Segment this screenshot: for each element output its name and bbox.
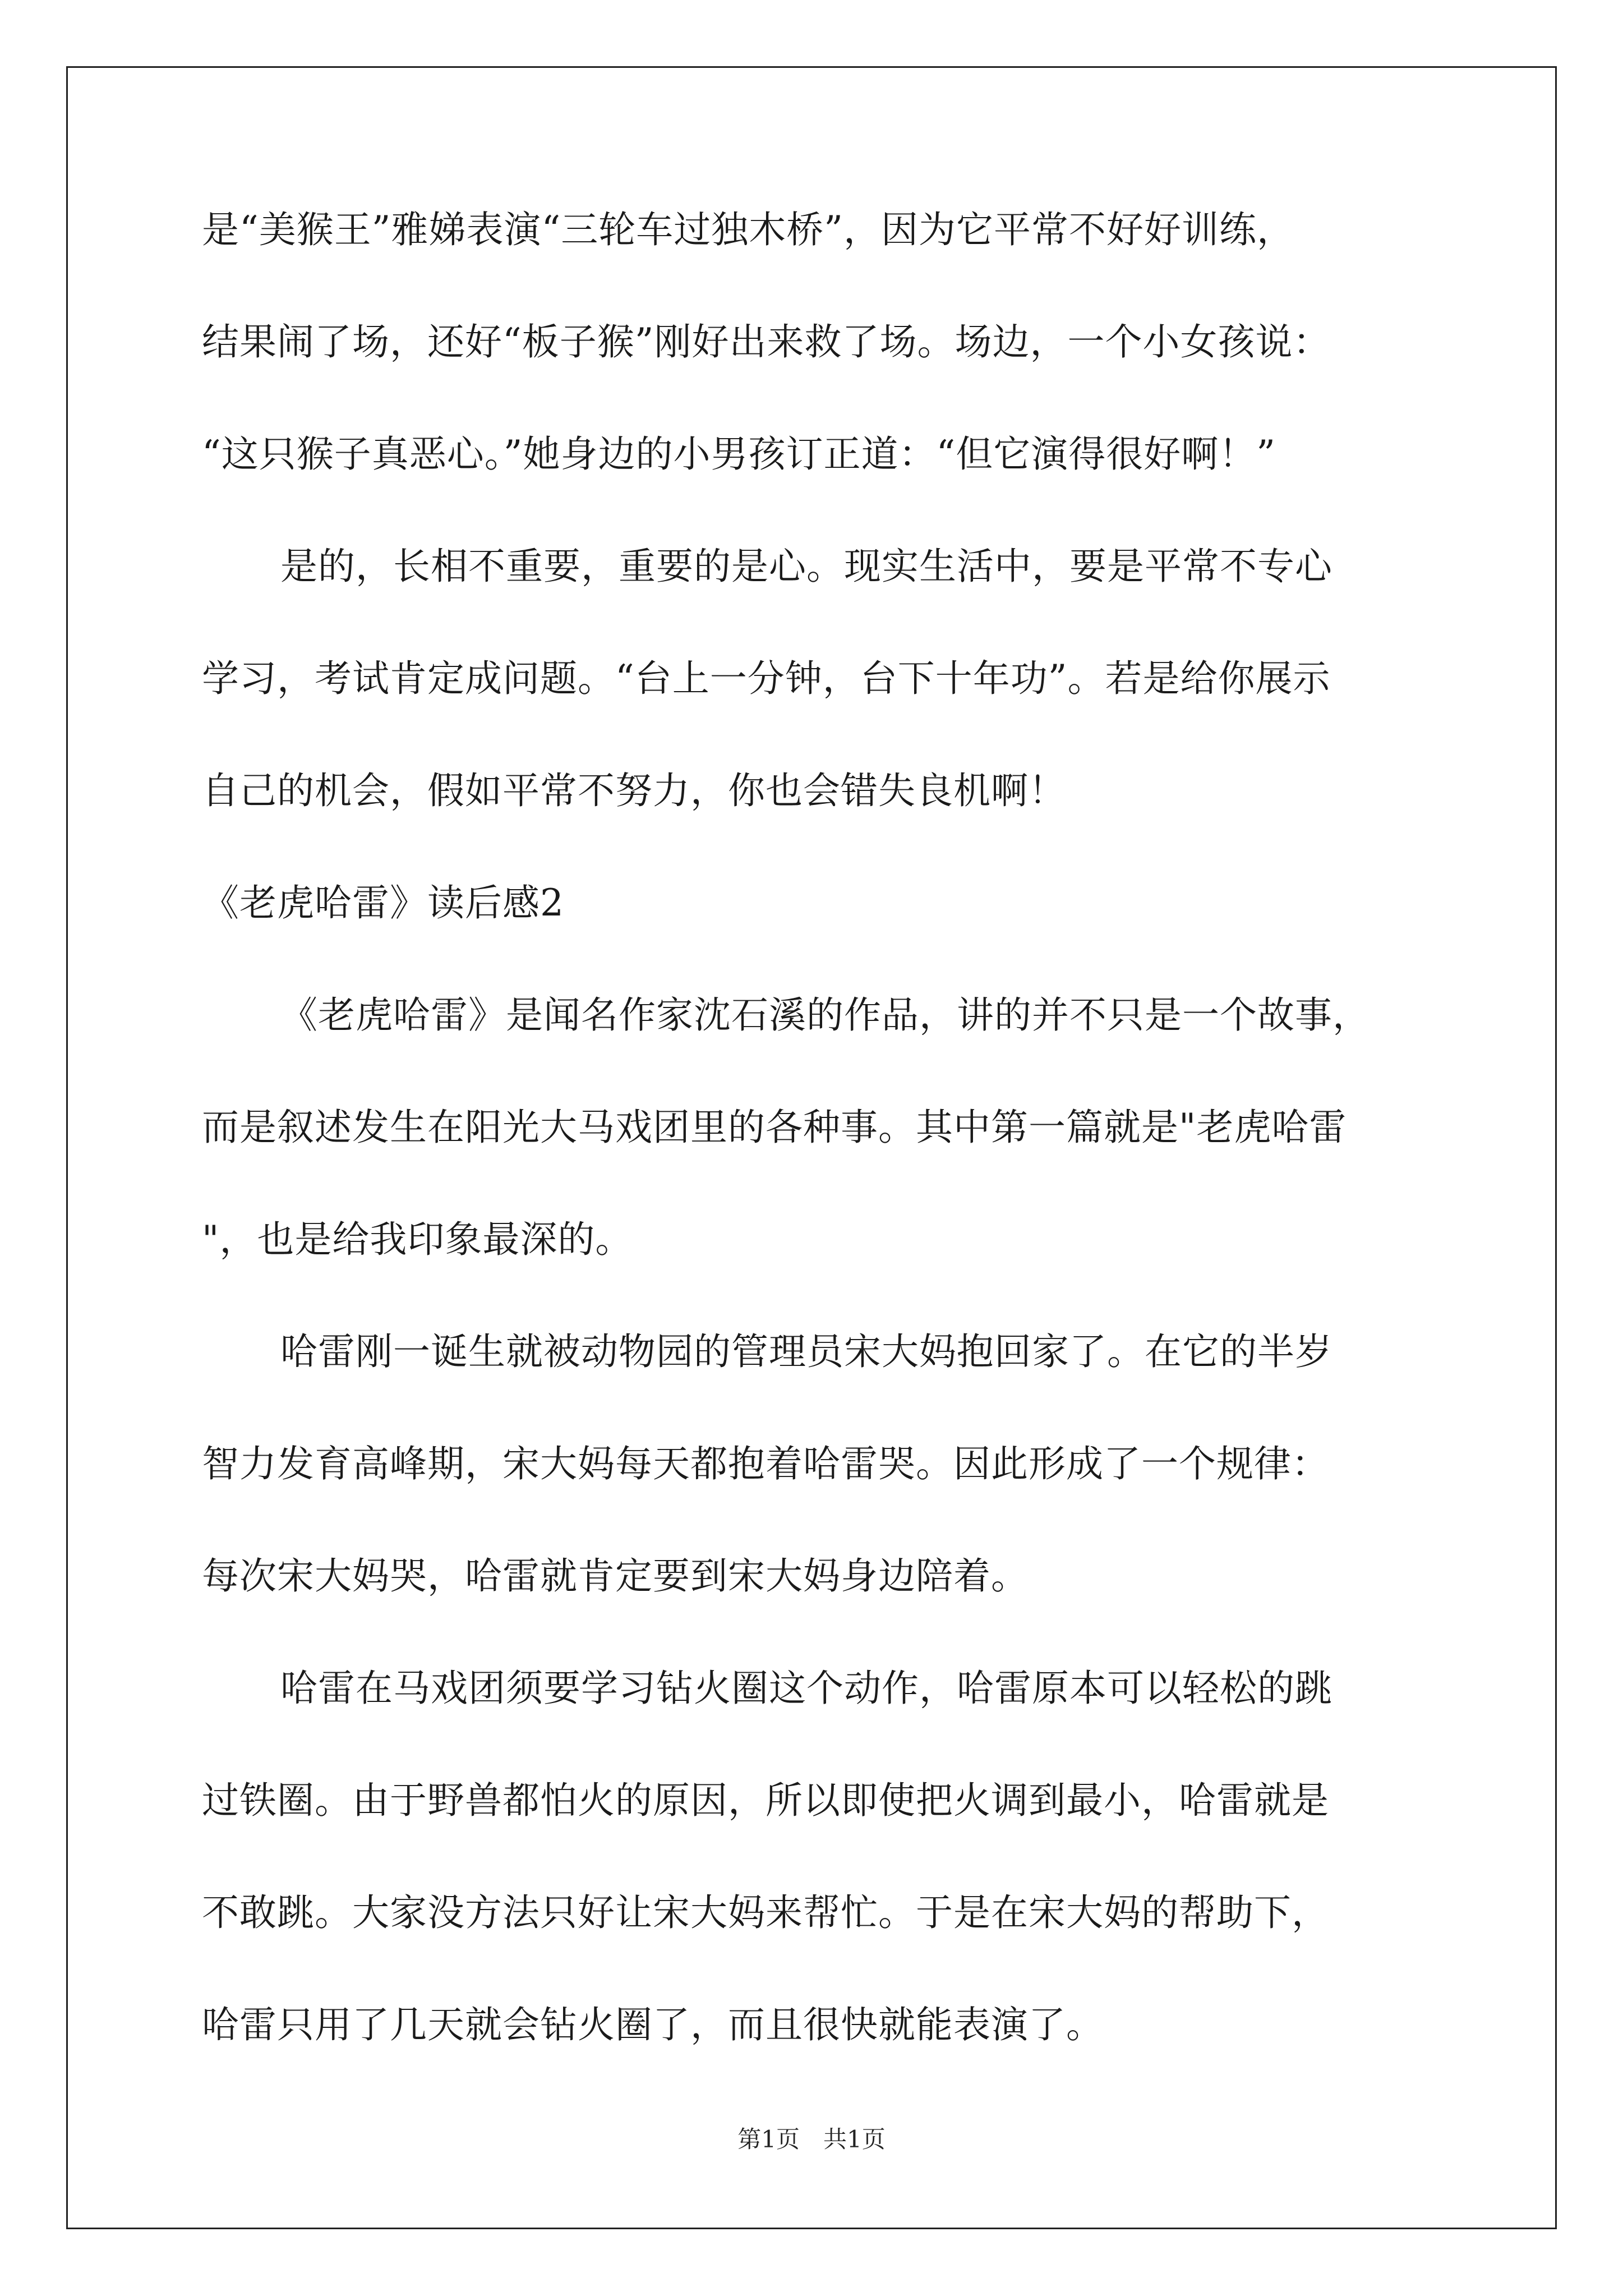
paragraph-first-line: 哈雷刚一诞生就被动物园的管理员宋大妈抱回家了。在它的半岁 xyxy=(280,1330,1332,1373)
text-line: 过铁圈。由于野兽都怕火的原因，所以即使把火调到最小，哈雷就是 xyxy=(202,1779,1329,1822)
text-line: 哈雷只用了几天就会钻火圈了，而且很快就能表演了。 xyxy=(202,2003,1104,2046)
text-line: 而是叙述发生在阳光大马戏团里的各种事。其中第一篇就是"老虎哈雷 xyxy=(202,1106,1347,1149)
text-line: 不敢跳。大家没方法只好让宋大妈来帮忙。于是在宋大妈的帮助下， xyxy=(202,1891,1329,1934)
text-line: 是“美猴王”雅娣表演“三轮车过独木桥”，因为它平常不好好训练， xyxy=(202,208,1294,251)
text-line: 学习，考试肯定成问题。“台上一分钟，台下十年功”。若是给你展示 xyxy=(202,657,1331,700)
document-body xyxy=(202,210,1436,2118)
paragraph-first-line: 哈雷在马戏团须要学习钻火圈这个动作，哈雷原本可以轻松的跳 xyxy=(280,1667,1332,1710)
text-line: 结果闹了场，还好“板子猴”刚好出来救了场。场边，一个小女孩说： xyxy=(202,320,1331,364)
text-line: 智力发育高峰期，宋大妈每天都抱着哈雷哭。因此形成了一个规律： xyxy=(202,1442,1329,1485)
text-line: “这只猴子真恶心。”她身边的小男孩订正道：“但它演得很好啊！” xyxy=(202,432,1276,476)
text-line: "，也是给我印象最深的。 xyxy=(202,1218,633,1261)
section-heading: 《老虎哈雷》读后感2 xyxy=(202,881,564,924)
page-number-footer: 第1页 共1页 xyxy=(737,2125,886,2153)
text-line: 每次宋大妈哭，哈雷就肯定要到宋大妈身边陪着。 xyxy=(202,1554,1029,1598)
paragraph-first-line: 是的，长相不重要，重要的是心。现实生活中，要是平常不专心 xyxy=(280,545,1332,588)
text-line: 自己的机会，假如平常不努力，你也会错失良机啊！ xyxy=(202,769,1066,812)
paragraph-first-line: 《老虎哈雷》是闻名作家沈石溪的作品，讲的并不只是一个故事， xyxy=(280,993,1370,1037)
